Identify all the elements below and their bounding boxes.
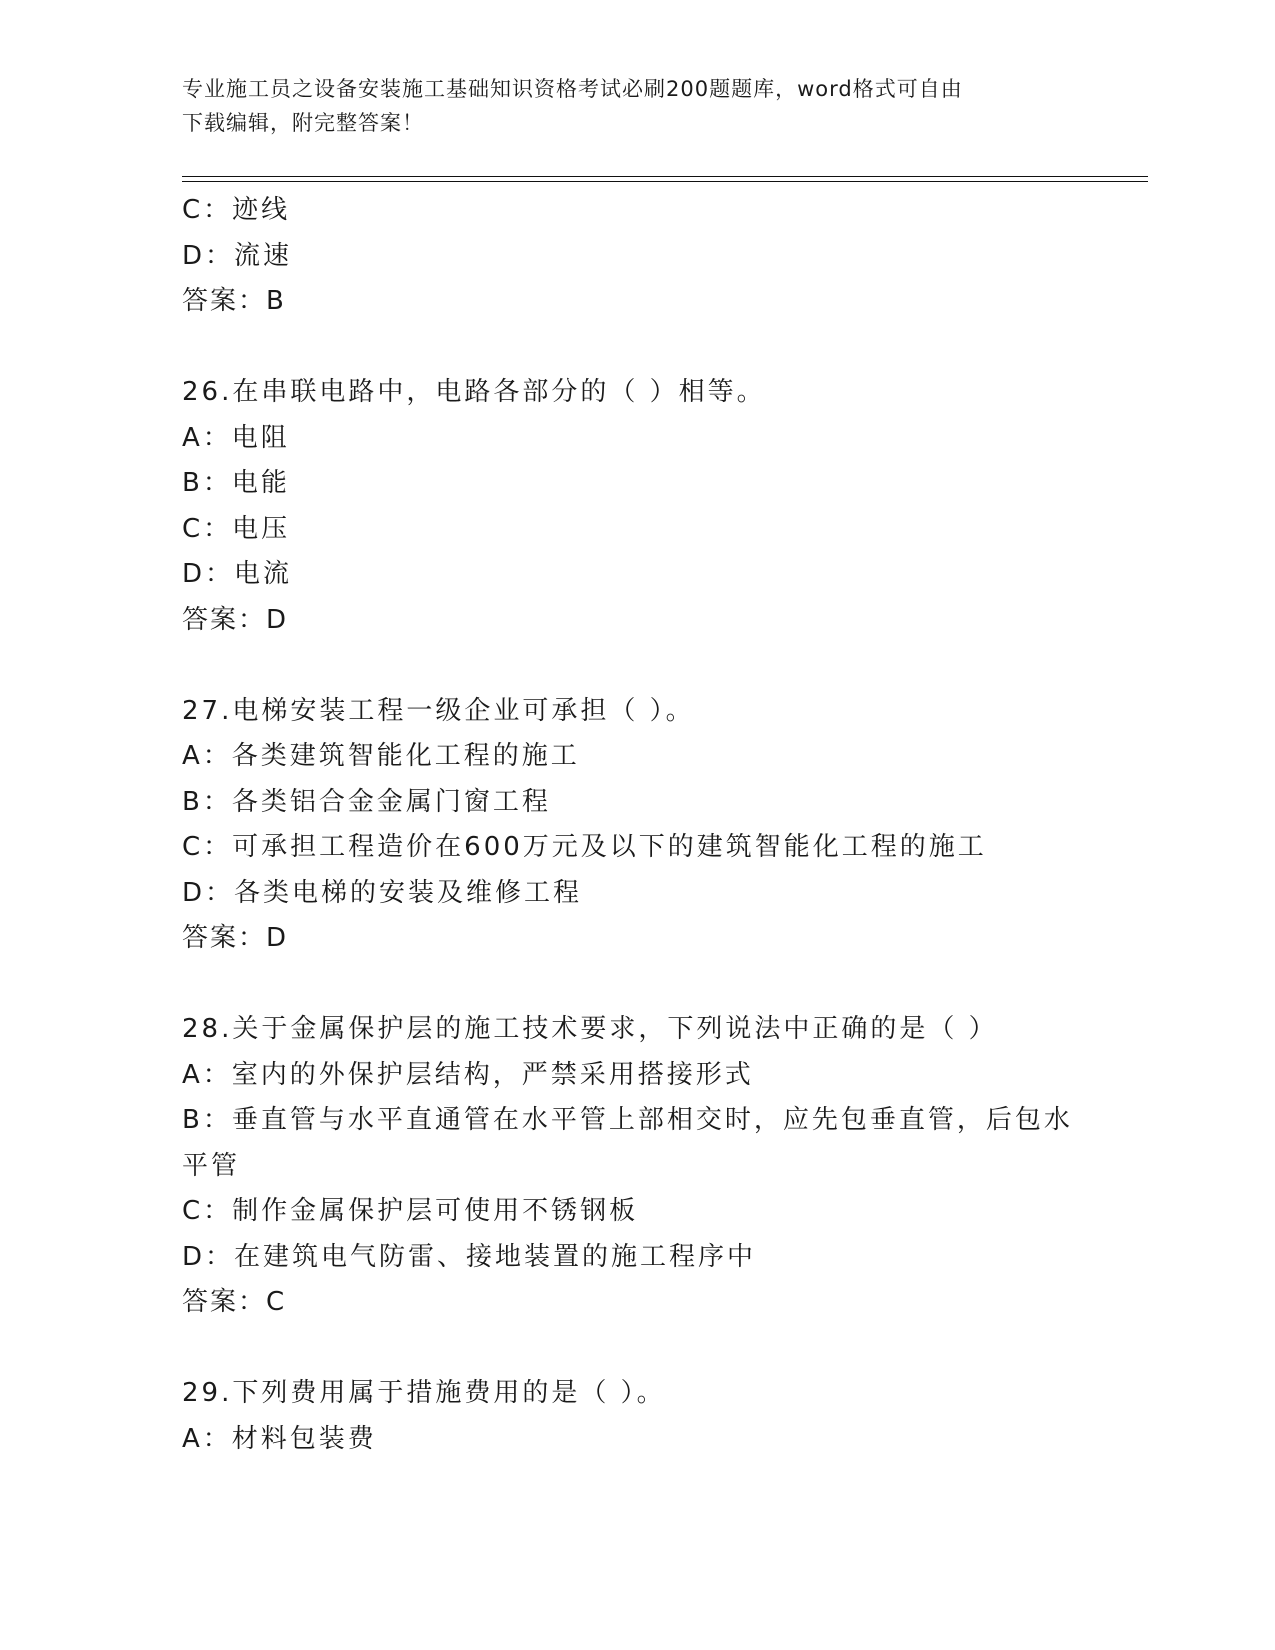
option-a: A：室内的外保护层结构，严禁采用搭接形式: [182, 1059, 754, 1090]
option-d: D：电流: [182, 559, 293, 589]
option-c: C：电压: [182, 513, 291, 544]
option-d: D：在建筑电气防雷、接地装置的施工程序中: [182, 1241, 757, 1272]
document-header: [182, 72, 1082, 140]
option-b: B：垂直管与水平直通管在水平管上部相交时，应先包垂直管，后包水: [182, 1105, 1073, 1135]
spacer: [182, 962, 1082, 1008]
answer: 答案：B: [182, 286, 286, 316]
question-26: [182, 370, 1082, 643]
spacer: [182, 325, 1082, 371]
header-line-2: 下载编辑，附完整答案！: [182, 111, 424, 135]
option-a: A：各类建筑智能化工程的施工: [182, 741, 580, 771]
option-b: B：电能: [182, 468, 290, 498]
spacer: [182, 643, 1082, 689]
question-text: 29.下列费用属于措施费用的是（ ）。: [182, 1378, 666, 1408]
question-29: [182, 1371, 1082, 1462]
header-divider-top: [182, 176, 1148, 177]
spacer: [182, 1326, 1082, 1372]
option-d: D：流速: [182, 240, 293, 271]
option-d: D：各类电梯的安装及维修工程: [182, 877, 583, 908]
question-text: 28.关于金属保护层的施工技术要求，下列说法中正确的是（ ）: [182, 1014, 998, 1044]
option-a: A：材料包装费: [182, 1423, 377, 1454]
answer: 答案：D: [182, 923, 289, 953]
option-c: C：可承担工程造价在600万元及以下的建筑智能化工程的施工: [182, 832, 987, 862]
question-28: [182, 1007, 1082, 1326]
option-b: B：各类铝合金金属门窗工程: [182, 786, 551, 817]
answer: 答案：C: [182, 1287, 287, 1317]
question-27: [182, 689, 1082, 962]
question-25-tail: [182, 188, 1082, 325]
option-c: C：迹线: [182, 195, 291, 225]
option-b-continued: 平管: [182, 1150, 241, 1181]
answer: 答案：D: [182, 604, 289, 635]
option-a: A：电阻: [182, 422, 290, 453]
header-line-1: 专业施工员之设备安装施工基础知识资格考试必刷200题题库，word格式可自由: [182, 77, 963, 101]
option-c: C：制作金属保护层可使用不锈钢板: [182, 1196, 639, 1226]
header-divider-bottom: [182, 181, 1148, 182]
question-text: 26.在串联电路中，电路各部分的（ ）相等。: [182, 377, 766, 407]
question-text: 27.电梯安装工程一级企业可承担（ ）。: [182, 695, 695, 726]
question-list: [182, 188, 1082, 1462]
